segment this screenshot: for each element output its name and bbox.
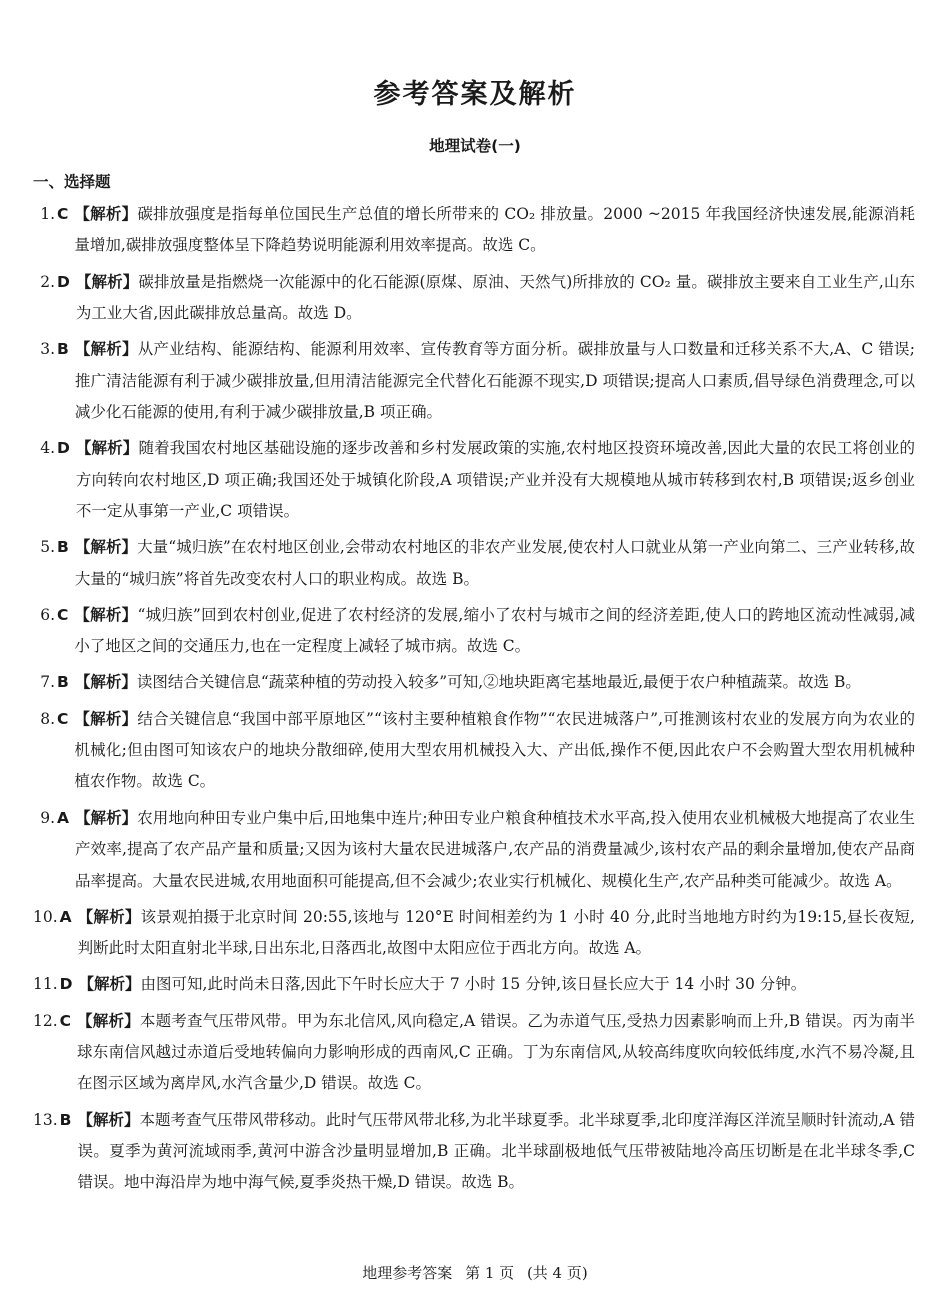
question-number bbox=[33, 433, 76, 527]
question-item bbox=[33, 704, 915, 798]
explanation-text: 碳排放量是指燃烧一次能源中的化石能源(原煤、原油、天然气)所排放的 CO₂ 量。碳排放主要来自工业生产,山东为工业大省,因此碳排放总量高。故选 D。 bbox=[75, 272, 915, 323]
question-item bbox=[33, 667, 915, 698]
explanation bbox=[76, 267, 915, 330]
explanation-text: “城归族”回到农村创业,促进了农村经济的发展,缩小了农村与城市之间的经济差距,使人口的跨地区流动性减弱,减小了地区之间的交通压力,也在一定程度上减轻了城市病。故选 C。 bbox=[74, 605, 915, 656]
explanation bbox=[77, 1105, 915, 1199]
explanation-text: 本题考查气压带风带。甲为东北信风,风向稳定,A 错误。乙为赤道气压,受热力因素影响而上升,B 错误。丙为南半球东南信风越过赤道后受地转偏向力影响形成的西南风,C 正确。丁为东南信风,从较高纬度吹向较低纬度,水汽不易冷凝,且在图示区域为离岸风,水汽含量少,D 错误。故选 C。 bbox=[77, 1011, 915, 1093]
analysis-tag: 【解析】 bbox=[77, 1110, 140, 1129]
footer-page-number: 第 1 页 bbox=[465, 1264, 515, 1282]
page-footer bbox=[0, 1262, 950, 1283]
question-index: 3. bbox=[40, 340, 55, 359]
explanation bbox=[75, 803, 915, 897]
explanation-text: 读图结合关键信息“蔬菜种植的劳动投入较多”可知,②地块距离宅基地最近,最便于农户种植蔬菜。故选 B。 bbox=[136, 673, 861, 692]
question-index: 7. bbox=[40, 673, 55, 692]
explanation bbox=[75, 532, 915, 595]
explanation bbox=[79, 969, 915, 1000]
answer-letter: B bbox=[57, 340, 69, 359]
explanation-text: 农用地向种田专业户集中后,田地集中连片;种田专业户粮食种植技术水平高,投入使用农业机械极大地提高了农业生产效率,提高了农产品产量和质量;又因为该村大量农民进城落户,农产品的消费量减少,该村农产品的剩余量增加,使农产品商品率提高。大量农民进城,农用地面积可能提高,但不会减少;农业实行机械化、规模化生产,农产品种类可能减少。故选 A。 bbox=[75, 808, 915, 890]
answer-letter: B bbox=[59, 1110, 72, 1129]
question-number bbox=[33, 667, 75, 698]
question-item bbox=[33, 969, 915, 1000]
answer-letter: A bbox=[59, 907, 72, 926]
answer-letter: B bbox=[57, 538, 69, 557]
question-index: 2. bbox=[40, 272, 55, 291]
question-index: 9. bbox=[40, 808, 55, 827]
question-index: 6. bbox=[40, 605, 55, 624]
question-item bbox=[33, 334, 915, 428]
question-item bbox=[33, 902, 915, 965]
question-item bbox=[33, 803, 915, 897]
question-list bbox=[33, 199, 915, 1204]
explanation bbox=[77, 1006, 915, 1100]
explanation bbox=[75, 667, 915, 698]
explanation-text: 碳排放强度是指每单位国民生产总值的增长所带来的 CO₂ 排放量。2000 ~2015 年我国经济快速发展,能源消耗量增加,碳排放强度整体呈下降趋势说明能源利用效率提高。故选 C。 bbox=[74, 205, 915, 255]
question-index: 12. bbox=[33, 1011, 58, 1030]
question-item bbox=[33, 532, 915, 595]
question-number bbox=[33, 199, 74, 262]
analysis-tag: 【解析】 bbox=[77, 1011, 140, 1030]
explanation-text: 本题考查气压带风带移动。此时气压带风带北移,为北半球夏季。北半球夏季,北印度洋海区洋流呈顺时针流动,A 错误。夏季为黄河流域雨季,黄河中游含沙量明显增加,B 正确。北半球副极地低气压带被陆地冷高压切断是在北半球冬季,C 错误。地中海沿岸为地中海气候,夏季炎热干燥,D 错误。故选 B。 bbox=[77, 1110, 915, 1192]
answer-letter: D bbox=[57, 272, 70, 291]
analysis-tag: 【解析】 bbox=[74, 538, 138, 557]
answer-letter: C bbox=[57, 205, 69, 223]
question-number bbox=[33, 532, 75, 595]
footer-doc-name: 地理参考答案 bbox=[362, 1264, 453, 1282]
question-item bbox=[33, 199, 915, 262]
question-item bbox=[33, 1006, 915, 1100]
answer-letter: A bbox=[57, 808, 69, 827]
answer-letter: D bbox=[59, 975, 73, 994]
question-number bbox=[33, 1105, 77, 1199]
analysis-tag: 【解析】 bbox=[74, 340, 138, 359]
explanation bbox=[75, 334, 915, 428]
analysis-tag: 【解析】 bbox=[78, 975, 141, 994]
question-index: 10. bbox=[33, 907, 58, 926]
explanation-text: 随着我国农村地区基础设施的逐步改善和乡村发展政策的实施,农村地区投资环境改善,因此大量的农民工将创业的方向转向农村地区,D 项正确;我国还处于城镇化阶段,A 项错误;产业并没有大规模地从城市转移到农村,B 项错误;返乡创业不一定从事第一产业,C 项错误。 bbox=[75, 439, 915, 521]
answer-letter: D bbox=[57, 439, 70, 458]
question-number bbox=[33, 334, 75, 428]
paper-subtitle: 地理试卷(一) bbox=[429, 137, 521, 155]
answer-letter: C bbox=[57, 605, 69, 624]
footer-total-pages: (共 4 页) bbox=[526, 1264, 588, 1282]
answer-letter: C bbox=[57, 709, 69, 728]
explanation bbox=[78, 902, 915, 965]
question-index: 5. bbox=[40, 538, 55, 557]
question-index: 11. bbox=[33, 975, 58, 994]
question-item bbox=[33, 600, 915, 663]
explanation bbox=[74, 704, 915, 798]
answer-letter: B bbox=[57, 673, 69, 692]
analysis-tag: 【解析】 bbox=[74, 605, 138, 624]
question-number bbox=[33, 704, 74, 798]
page-title: 参考答案及解析 bbox=[373, 79, 577, 110]
analysis-tag: 【解析】 bbox=[74, 205, 138, 223]
explanation-text: 该景观拍摄于北京时间 20:55,该地与 120°E 时间相差约为 1 小时 40 分,此时当地地方时约为19:15,昼长夜短,判断此时太阳直射北半球,日出东北,日落西北,故图中太阳应位于西北方向。故选 A。 bbox=[77, 907, 915, 958]
analysis-tag: 【解析】 bbox=[75, 808, 138, 827]
explanation-text: 结合关键信息“我国中部平原地区”“该村主要种植粮食作物”“农民进城落户”,可推测该村农业的发展方向为农业的机械化;但由图可知该农户的地块分散细碎,使用大型农用机械投入大、产出低,操作不便,因此农户不会购置大型农用机械种植农作物。故选 C。 bbox=[74, 709, 915, 791]
question-index: 8. bbox=[40, 709, 55, 728]
question-index: 13. bbox=[33, 1110, 58, 1129]
explanation bbox=[74, 199, 915, 262]
analysis-tag: 【解析】 bbox=[74, 673, 137, 692]
question-number bbox=[33, 803, 75, 897]
analysis-tag: 【解析】 bbox=[75, 439, 139, 458]
question-number bbox=[33, 902, 78, 965]
question-index: 4. bbox=[40, 439, 55, 458]
question-item bbox=[33, 267, 915, 330]
question-index: 1. bbox=[40, 205, 55, 223]
answer-letter: C bbox=[59, 1011, 72, 1030]
explanation-text: 从产业结构、能源结构、能源利用效率、宣传教育等方面分析。碳排放量与人口数量和迁移关系不大,A、C 错误;推广清洁能源有利于减少碳排放量,但用清洁能源完全代替化石能源不现实,D 项错误;提高人口素质,倡导绿色消费理念,可以减少化石能源的使用,有利于减少碳排放量,B 项正确。 bbox=[74, 340, 915, 422]
question-number bbox=[33, 1006, 77, 1100]
analysis-tag: 【解析】 bbox=[75, 272, 139, 291]
question-number bbox=[33, 267, 76, 330]
explanation bbox=[74, 600, 915, 663]
question-number bbox=[33, 600, 74, 663]
explanation-text: 由图可知,此时尚未日落,因此下午时长应大于 7 小时 15 分钟,该日昼长应大于 14 小时 30 分钟。 bbox=[140, 975, 807, 994]
analysis-tag: 【解析】 bbox=[74, 709, 138, 728]
section-heading: 一、选择题 bbox=[33, 173, 111, 191]
question-item bbox=[33, 1105, 915, 1199]
question-number bbox=[33, 969, 79, 1000]
question-item bbox=[33, 433, 915, 527]
analysis-tag: 【解析】 bbox=[77, 907, 141, 926]
explanation-text: 大量“城归族”在农村地区创业,会带动农村地区的非农产业发展,使农村人口就业从第一产业向第二、三产业转移,故大量的“城归族”将首先改变农村人口的职业构成。故选 B。 bbox=[74, 538, 915, 588]
explanation bbox=[76, 433, 915, 527]
